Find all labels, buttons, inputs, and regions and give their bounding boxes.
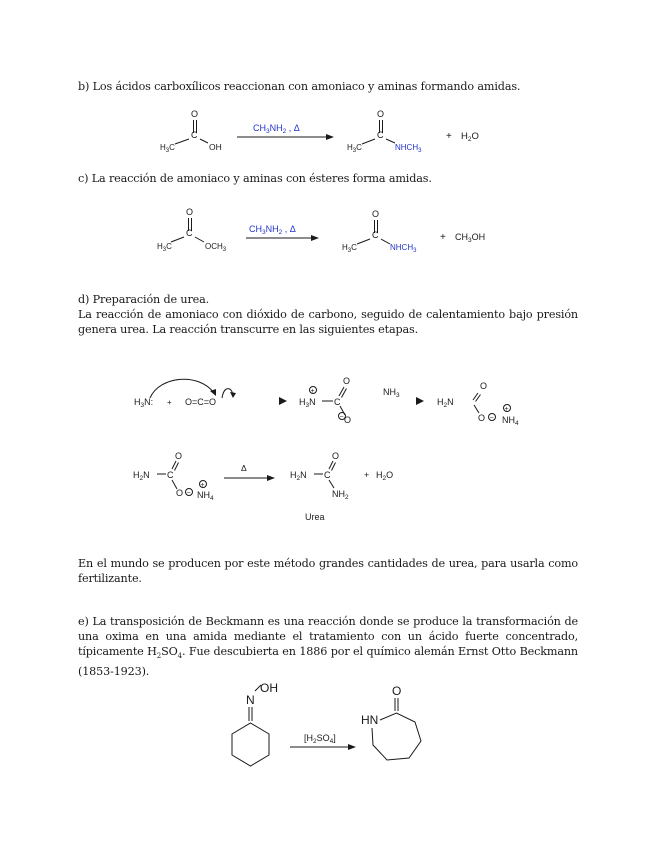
scheme-d-curved-arrow-1 (150, 379, 214, 398)
scheme-e-lactam-ring (372, 713, 421, 760)
paragraph-mundo (78, 556, 578, 586)
scheme-c (0, 202, 655, 262)
scheme-c-reactant-o: O (186, 207, 194, 217)
scheme-d-plus-charge-1: + (310, 388, 315, 395)
scheme-d-water: $H_2O$ (376, 470, 394, 482)
scheme-e-reagent: $[H_2SO_4]$ (304, 733, 336, 745)
scheme-d-minus-charge-2: − (489, 414, 494, 422)
scheme-b-reagent: $CH_3NH_2$ , Δ (253, 123, 300, 135)
scheme-c-product-c: C (372, 230, 379, 240)
scheme-d-plus-charge-2: + (504, 406, 509, 413)
paragraph-e (78, 614, 578, 679)
scheme-d-carb-o-top: O (480, 381, 488, 391)
paragraph-d-body: La reacción de amoniaco con dióxido de carbono, seguido de calentamiento bajo presión genera urea. La reacción transcurre en las siguientes etapas. (78, 308, 578, 336)
paragraph-e-sub-1: 2 (156, 652, 162, 661)
scheme-b-reactant-oh: OH (209, 142, 222, 152)
scheme-d-arrow-1 (279, 397, 287, 405)
scheme-b-product-c: C (377, 130, 384, 140)
scheme-d-row2-h2n: $H_2N$ (133, 470, 150, 482)
scheme-c-reactant-c: C (186, 228, 193, 238)
scheme-d-h3n: $H_3N$: (134, 397, 154, 409)
scheme-c-product-nh: $NHCH_3$ (390, 243, 417, 254)
scheme-d-zw-c: C (334, 397, 341, 407)
paragraph-e-sub-2: 4 (177, 652, 182, 661)
paragraph-d-title: d) Preparación de urea. (78, 293, 210, 306)
scheme-e-lactam-o: O (392, 684, 402, 698)
scheme-d-plus-charge-3: + (200, 482, 205, 489)
scheme-d (0, 365, 655, 525)
scheme-c-product-h3c: $H_3C$ (342, 243, 357, 254)
scheme-d-zw-h3n: $H_3N$ (299, 397, 316, 409)
scheme-d-row2-c: C (167, 470, 174, 480)
scheme-c-plus: + (440, 232, 446, 243)
paragraph-d (78, 292, 578, 337)
scheme-c-product-o: O (372, 209, 380, 219)
scheme-b (0, 104, 655, 164)
scheme-c-methanol: $CH_3OH$ (455, 232, 486, 244)
scheme-c-reactant-h3c: $H_3C$ (157, 242, 172, 253)
scheme-b-plus: + (446, 131, 452, 142)
paragraph-mundo-text: En el mundo se producen por este método grandes cantidades de urea, para usarla como fertilizante. (78, 557, 578, 585)
paragraph-c-text: c) La reacción de amoniaco y aminas con ésteres forma amidas. (78, 172, 432, 185)
scheme-d-carb-o-minus: O (478, 413, 486, 423)
scheme-d-zw-o-bottom: O (344, 415, 352, 425)
scheme-d-urea-nh2: $NH_2$ (332, 489, 349, 501)
paragraph-b-text: b) Los ácidos carboxílicos reaccionan con amoniaco y aminas formando amidas. (78, 80, 521, 93)
scheme-b-reactant-o: O (191, 109, 199, 119)
scheme-b-water: $H_2O$ (461, 131, 479, 143)
scheme-d-zw-o-top: O (343, 376, 351, 386)
scheme-c-reactant-och3: $OCH_3$ (205, 242, 227, 253)
scheme-b-product-h3c: $H_3C$ (347, 143, 362, 154)
scheme-d-urea-h2n: $H_2N$ (290, 470, 307, 482)
scheme-d-urea-c: C (324, 470, 331, 480)
scheme-b-reactant-c: C (191, 130, 198, 140)
scheme-c-reagent: $CH_3NH_2$ , Δ (249, 224, 296, 236)
scheme-b-product-o: O (377, 109, 385, 119)
scheme-d-co2: O=C=O (185, 397, 217, 407)
paragraph-e-text-1: e) La transposición de Beckmann es una reacción donde se produce la transformación de una oxima en una amida mediante el tratamiento con un ácido fuerte concentrado, típicamente H (78, 615, 578, 658)
scheme-b-product-nh: $NHCH_3$ (395, 143, 422, 154)
scheme-e-oxime-oh: OH (260, 681, 278, 695)
scheme-e-oxime-n: N (246, 693, 255, 707)
scheme-d-nh4: $NH_4$ (502, 415, 519, 427)
paragraph-b (78, 79, 598, 94)
scheme-d-carb-h2n: $H_2N$ (437, 397, 454, 409)
scheme-d-row2-o-top: O (175, 451, 183, 461)
scheme-d-row2-o-minus: O (176, 488, 184, 498)
scheme-d-row2-nh4: $NH_4$ (197, 490, 214, 502)
scheme-d-plus2: + (364, 470, 370, 480)
scheme-d-nh3: $NH_3$ (383, 387, 400, 399)
scheme-b-reactant-h3c: $H_3C$ (160, 143, 175, 154)
paragraph-e-text-2: SO (161, 645, 178, 658)
scheme-d-urea-label: Urea (305, 512, 325, 522)
scheme-d-delta: Δ (241, 463, 247, 473)
scheme-d-arrow-2 (416, 397, 424, 405)
paragraph-c (78, 171, 578, 186)
scheme-d-minus-charge-3: − (186, 489, 191, 497)
scheme-e (0, 678, 655, 778)
scheme-e-cyclohexane (232, 723, 269, 766)
scheme-e-lactam-hn: HN (361, 713, 379, 727)
paragraph-e-text-3: . Fue descubierta en 1886 por el químico alemán Ernst Otto Beckmann (1853-1923). (78, 645, 578, 679)
scheme-d-urea-o: O (332, 451, 340, 461)
scheme-d-plus1: + (167, 398, 172, 407)
scheme-d-minus-charge-1: − (339, 413, 344, 421)
